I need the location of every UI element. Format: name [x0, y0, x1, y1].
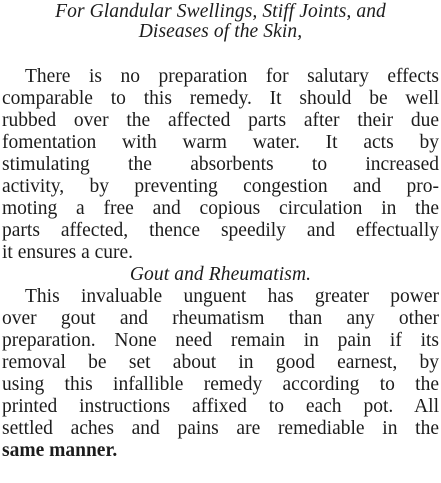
text-line: comparable to this remedy. It should be well [2, 88, 439, 109]
text-line: preparation. None need remain in pain if its [2, 330, 439, 351]
text-line: moting a free and copious circulation in the [2, 198, 439, 219]
section-heading-glandular: For Glandular Swellings, Stiff Joints, and [55, 1, 386, 22]
text-line: printed instructions affixed to each pot. All [2, 396, 439, 417]
text-line: using this infallible remedy according to the [2, 374, 439, 395]
paragraph-glandular [0, 66, 441, 264]
text-line: rubbed over the affected parts after their due [2, 110, 439, 131]
text-line: it ensures a cure. [2, 242, 134, 263]
text-line: over gout and rheumatism than any other [2, 308, 439, 329]
text-line: settled aches and pains are remediable in the [2, 418, 439, 439]
text-line: parts affected, thence speedily and effectually [2, 220, 439, 241]
text-line: stimulating the absorbents to increased [2, 154, 439, 175]
section-heading-glandular-continued: Diseases of the Skin, [138, 21, 303, 42]
text-line: same manner. [2, 440, 118, 461]
text-line: activity, by preventing congestion and pro- [2, 176, 439, 197]
text-line: fomentation with warm water. It acts by [2, 132, 439, 153]
section-heading-gout: Gout and Rheumatism. [129, 264, 312, 285]
text-line: removal be set about in good earnest, by [2, 352, 439, 373]
text-line: This invaluable unguent has greater power [25, 286, 439, 307]
text-line: There is no preparation for salutary effects [25, 66, 439, 87]
paragraph-gout [0, 286, 441, 462]
